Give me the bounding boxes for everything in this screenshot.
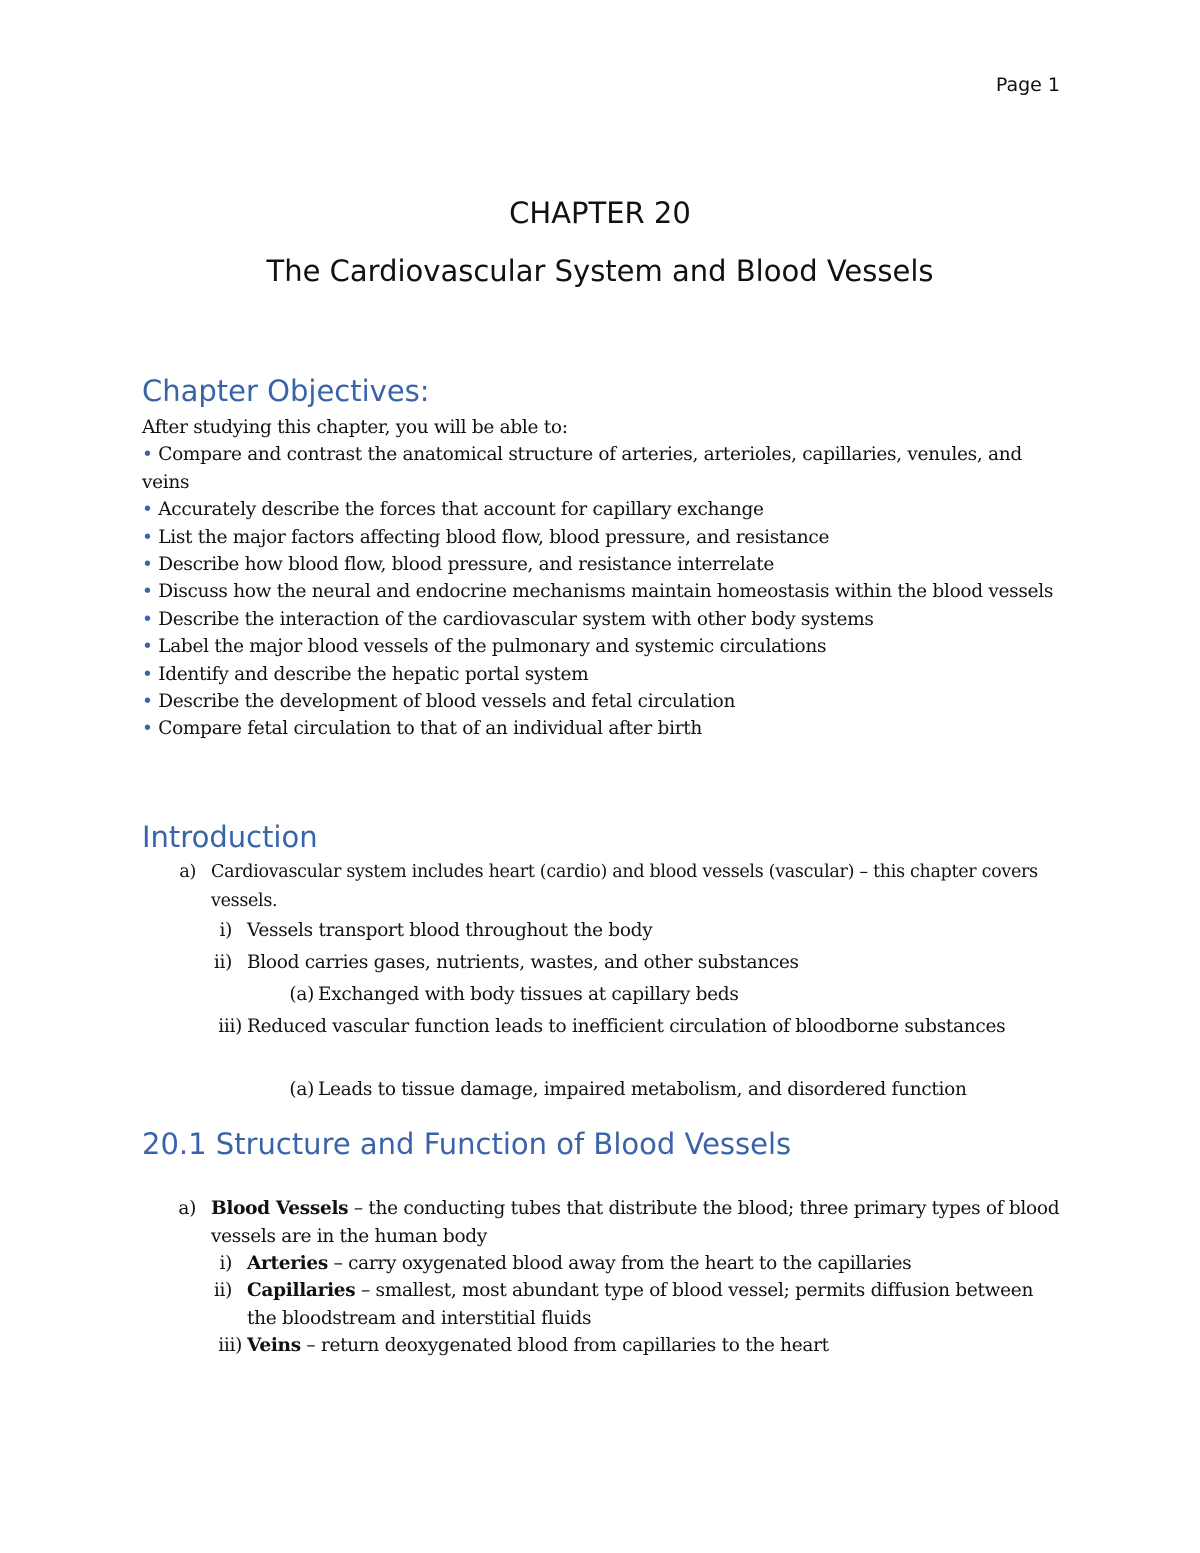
bullet-icon: • [142, 636, 153, 658]
objective-item: • Describe the development of blood vessels and fetal circulation [142, 691, 736, 713]
list-item: Arteries – carry oxygenated blood away from the heart to the capillaries [247, 1253, 912, 1274]
objectives-heading: Chapter Objectives: [142, 374, 430, 408]
list-item: Cardiovascular system includes heart (cardio) and blood vessels (vascular) – this chapter covers vessels. [211, 862, 1038, 911]
list-marker: i) [219, 1253, 232, 1274]
list-marker: iii) [218, 1335, 242, 1356]
list-item: Vessels transport blood throughout the body [247, 920, 653, 941]
objective-item: • Describe how blood flow, blood pressure, and resistance interrelate [142, 554, 774, 576]
bullet-icon: • [142, 691, 153, 713]
bullet-icon: • [142, 608, 153, 630]
page-number: Page 1 [995, 74, 1060, 96]
bullet-icon: • [142, 499, 153, 521]
list-item: Blood Vessels – the conducting tubes that distribute the blood; three primary types of blood vessels are in the human body [211, 1198, 1060, 1247]
objective-item: • Compare and contrast the anatomical structure of arteries, arterioles, capillaries, venules, and veins [142, 444, 1022, 493]
objective-item: • Label the major blood vessels of the pulmonary and systemic circulations [142, 636, 827, 658]
list-marker: (a) [289, 984, 314, 1005]
bullet-icon: • [142, 663, 153, 685]
list-marker: i) [219, 920, 232, 941]
objective-item: • Identify and describe the hepatic portal system [142, 663, 589, 685]
objective-item: • Accurately describe the forces that account for capillary exchange [142, 499, 764, 521]
objectives-list [142, 414, 1062, 743]
list-marker: iii) [218, 1016, 242, 1037]
list-item: Reduced vascular function leads to inefficient circulation of bloodborne substances [247, 1016, 1006, 1037]
list-marker: ii) [213, 1280, 232, 1301]
chapter-title: The Cardiovascular System and Blood Vessels [266, 254, 934, 288]
list-marker: a) [179, 862, 196, 882]
list-marker: a) [178, 1198, 196, 1219]
list-item: Blood carries gases, nutrients, wastes, and other substances [247, 952, 799, 973]
objective-item: • Compare fetal circulation to that of an individual after birth [142, 718, 702, 740]
bullet-icon: • [142, 444, 153, 466]
introduction-heading: Introduction [142, 820, 318, 854]
objective-item: • List the major factors affecting blood flow, blood pressure, and resistance [142, 526, 830, 548]
list-item: Leads to tissue damage, impaired metabolism, and disordered function [318, 1079, 967, 1100]
chapter-number: CHAPTER 20 [509, 196, 691, 230]
list-item: Capillaries – smallest, most abundant type of blood vessel; permits diffusion between the bloodstream and interstitial fluids [247, 1280, 1034, 1329]
objectives-lead: After studying this chapter, you will be able to: [142, 417, 568, 438]
objective-item: • Describe the interaction of the cardiovascular system with other body systems [142, 608, 874, 630]
bullet-icon: • [142, 581, 153, 603]
objective-item: • Discuss how the neural and endocrine mechanisms maintain homeostasis within the blood vessels [142, 581, 1054, 603]
bullet-icon: • [142, 554, 153, 576]
list-item: Exchanged with body tissues at capillary beds [318, 984, 739, 1005]
bullet-icon: • [142, 526, 153, 548]
bullet-icon: • [142, 718, 153, 740]
list-marker: ii) [213, 952, 232, 973]
list-marker: (a) [289, 1079, 314, 1100]
section-heading: 20.1 Structure and Function of Blood Vessels [142, 1127, 792, 1161]
title-block [0, 192, 1200, 292]
list-item: Veins – return deoxygenated blood from capillaries to the heart [247, 1335, 829, 1356]
